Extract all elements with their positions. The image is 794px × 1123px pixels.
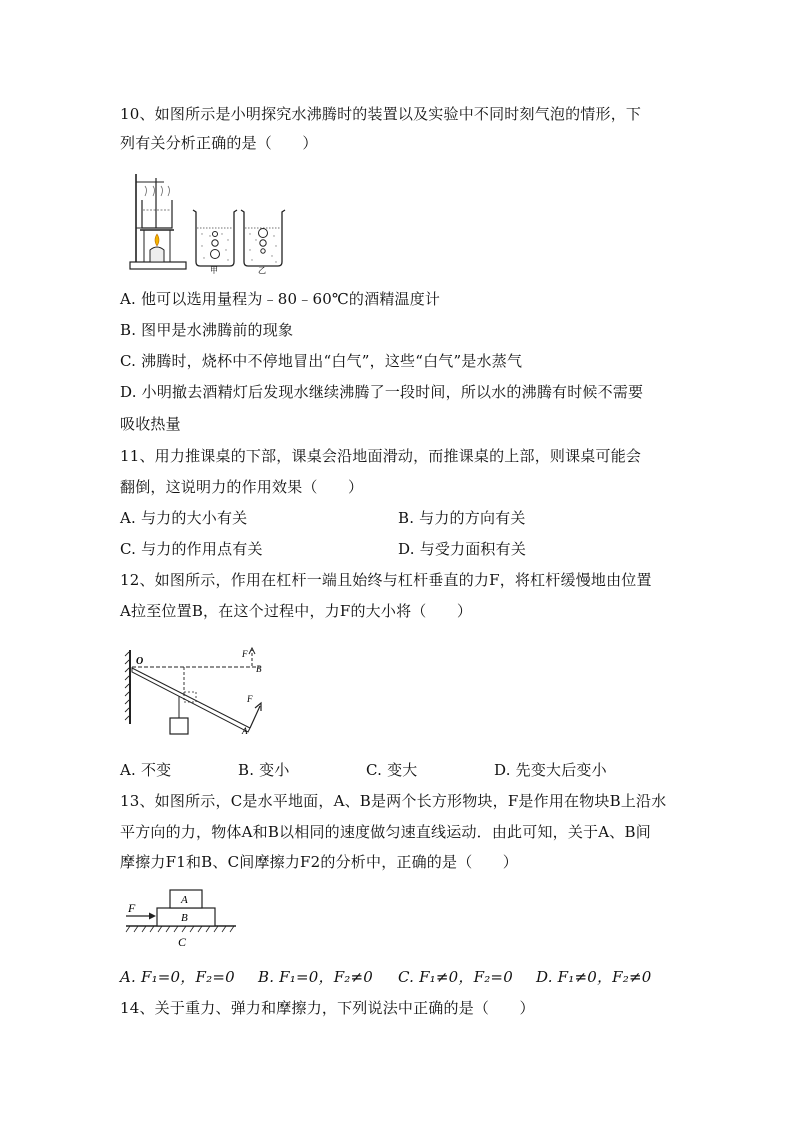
q12-option-b: B. 变小	[238, 761, 290, 779]
q13-stem-line2: 平方向的力，物体A和B以相同的速度做匀速直线运动．由此可知，关于A、B间	[120, 823, 651, 841]
ground-hatching	[126, 926, 234, 932]
label-jia: 甲	[210, 266, 218, 274]
q11-stem-line1: 11、用力推课桌的下部，课桌会沿地面滑动，而推课桌的上部，则课桌可能会	[120, 447, 642, 465]
flame-icon	[155, 234, 159, 246]
beaker-jia	[193, 210, 237, 266]
stand-beaker	[142, 200, 172, 228]
label-o: O	[136, 656, 144, 667]
label-f-bottom: F	[247, 694, 253, 704]
steam-marks	[145, 186, 170, 196]
stand-base	[130, 262, 186, 269]
alcohol-lamp	[150, 247, 164, 262]
bubble-jia-2	[212, 240, 218, 246]
q10-option-d-line1: D. 小明撤去酒精灯后发现水继续沸腾了一段时间，所以水的沸腾有时候不需要	[120, 383, 644, 401]
q11-option-d: D. 与受力面积有关	[398, 540, 527, 558]
q11-option-a: A. 与力的大小有关	[120, 509, 248, 527]
q13-option-b: B. F₁=0，F₂≠0	[258, 968, 374, 986]
bubble-jia-1	[213, 232, 218, 237]
label-a: A	[181, 894, 188, 906]
blocks-figure	[124, 884, 240, 950]
q12-option-c: C. 变大	[366, 761, 418, 779]
bubble-jia-3	[211, 250, 220, 259]
label-yi: 乙	[258, 266, 266, 274]
label-a: A	[242, 726, 248, 736]
water-dots-jia	[201, 233, 228, 260]
q12-stem-line2: A拉至位置B，在这个过程中，力F的大小将（ ）	[120, 602, 473, 620]
label-f: F	[128, 901, 136, 915]
label-c: C	[178, 935, 187, 949]
q12-option-d: D. 先变大后变小	[494, 761, 607, 779]
q13-stem-line3: 摩擦力F1和B、C间摩擦力F2的分析中，正确的是（ ）	[120, 853, 519, 871]
bubble-yi-3	[261, 249, 265, 253]
wall-hatching	[125, 652, 129, 720]
q11-stem-line2: 翻倒，这说明力的作用效果（ ）	[120, 478, 364, 496]
q11-option-b: B. 与力的方向有关	[398, 509, 526, 527]
q12-stem-line1: 12、如图所示，作用在杠杆一端且始终与杠杆垂直的力F，将杠杆缓慢地由位置	[120, 571, 652, 589]
q10-stem-line2: 列有关分析正确的是（ ）	[120, 134, 318, 152]
label-b: B	[181, 912, 188, 924]
lever-figure	[124, 640, 274, 740]
q11-option-c: C. 与力的作用点有关	[120, 540, 263, 558]
label-f-top: F	[242, 649, 248, 659]
lever-position-a	[132, 668, 250, 732]
q13-stem-line1: 13、如图所示，C是水平地面，A、B是两个长方形物块，F是作用在物块B上沿水	[120, 792, 667, 810]
boiling-apparatus-figure	[126, 170, 286, 274]
q14-stem-line1: 14、关于重力、弹力和摩擦力，下列说法中正确的是（ ）	[120, 999, 535, 1017]
q13-option-a: A. F₁=0，F₂=0	[120, 968, 235, 986]
hanging-weight	[170, 718, 188, 734]
label-b: B	[256, 664, 262, 674]
q12-option-a: A. 不变	[120, 761, 172, 779]
q13-option-d: D. F₁≠0，F₂≠0	[536, 968, 652, 986]
q10-option-b: B. 图甲是水沸腾前的现象	[120, 321, 294, 339]
bubble-yi-2	[260, 240, 266, 246]
force-arrowhead	[149, 913, 156, 920]
force-arrow-bottom	[250, 706, 260, 728]
q10-option-d-line2: 吸收热量	[120, 415, 181, 433]
bubble-yi-1	[259, 229, 268, 238]
q10-stem-line1: 10、如图所示是小明探究水沸腾时的装置以及实验中不同时刻气泡的情形，下	[120, 105, 642, 123]
q10-option-c: C. 沸腾时，烧杯中不停地冒出“白气”，这些“白气”是水蒸气	[120, 352, 523, 370]
q13-option-c: C. F₁≠0，F₂=0	[398, 968, 513, 986]
q10-option-a: A. 他可以选用量程为﹣80﹣60℃的酒精温度计	[120, 290, 441, 308]
